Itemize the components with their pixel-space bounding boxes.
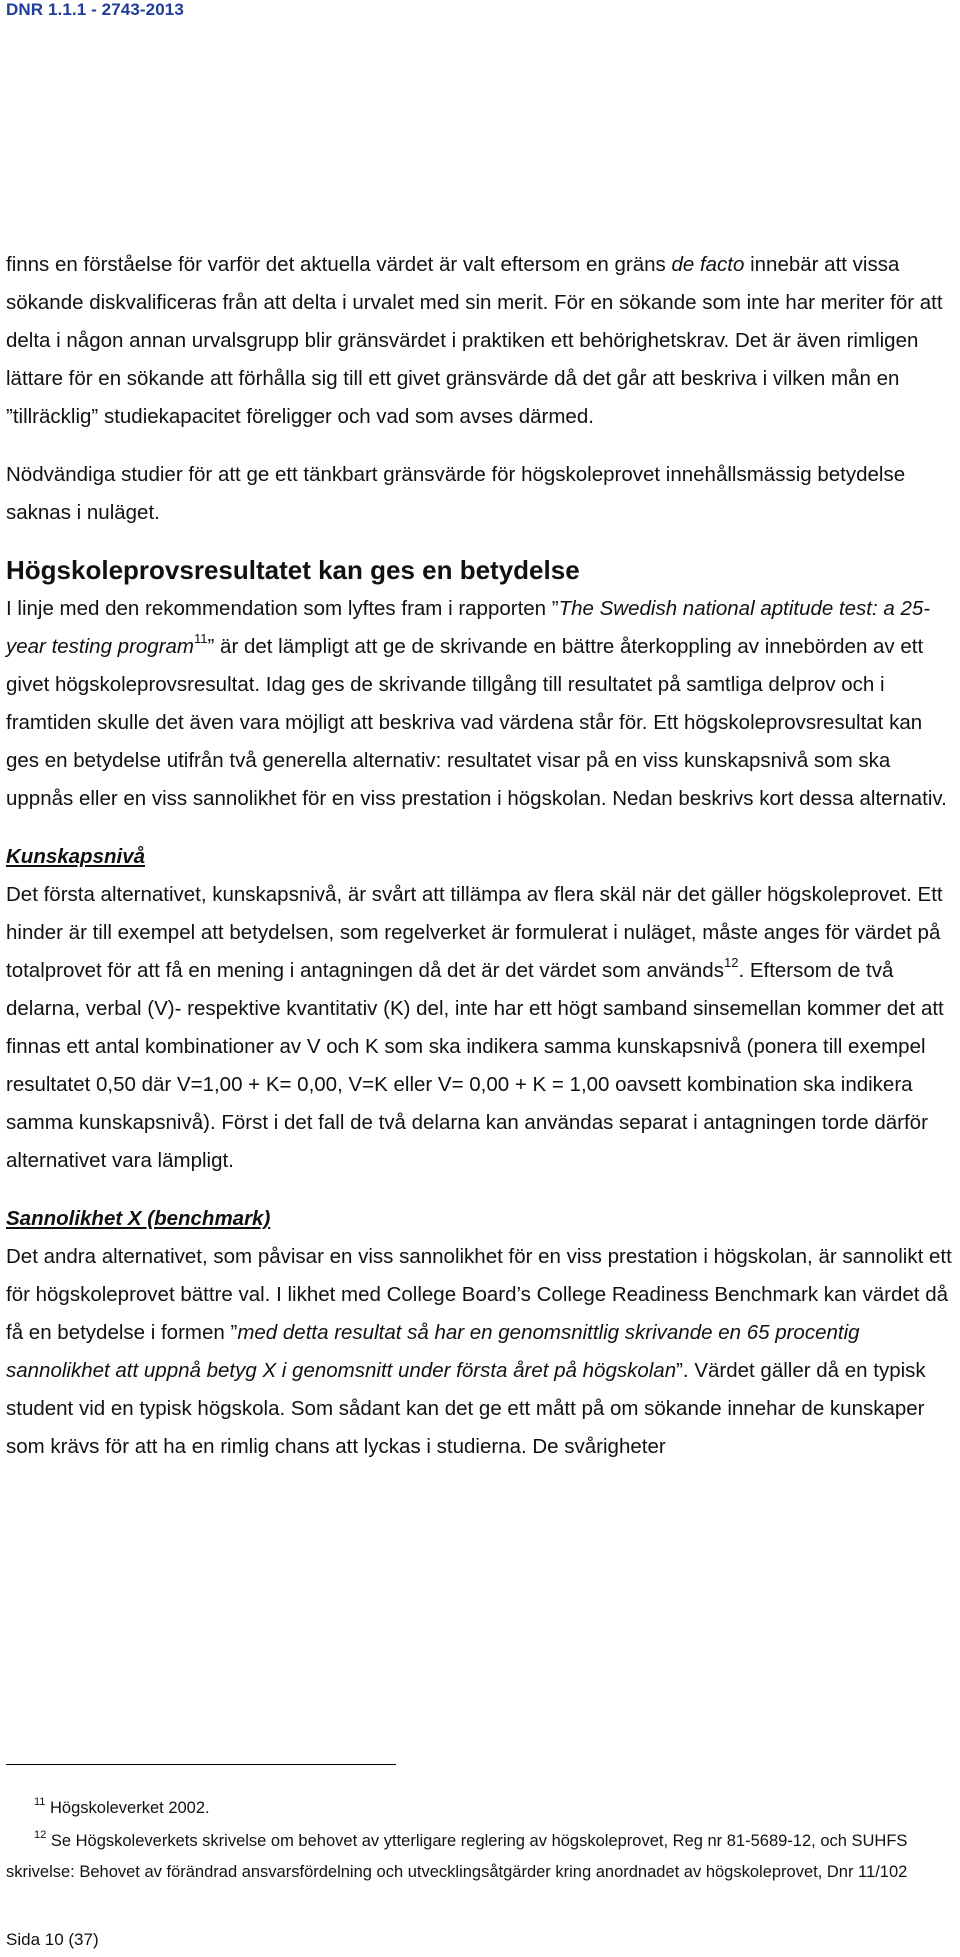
footnote-text: Se Högskoleverkets skrivelse om behovet av ytterligare reglering av högskoleprovet, Reg nr 81-5689-12, och SUHFS skrivelse: Behovet av förändrad ansvarsfördelning och utvecklingsåtgärder kring anordnadet av högskoleprovet, Dnr 11/102 — [6, 1832, 908, 1881]
text-run: Det andra alternativet, som påvisar en viss sannolikhet för en viss prestation i högskolan, är sannolikt ett för högskoleprovet bättre val. I likhet med College Board’s College Readiness Benchmark kan värdet då få en betydelse i formen ” — [6, 1245, 952, 1344]
subheading-text: Sannolikhet X (benchmark) — [6, 1207, 271, 1230]
subheading-kunskapsniva — [6, 838, 954, 876]
footnote-ref-11[interactable]: 11 — [194, 631, 208, 646]
subheading-sannolikhet — [6, 1200, 954, 1238]
paragraph-intro — [6, 246, 954, 436]
footnote-11 — [6, 1793, 954, 1824]
footnote-text: Högskoleverket 2002. — [50, 1799, 210, 1817]
page-number: Sida 10 (37) — [6, 1930, 99, 1949]
footnote-12 — [6, 1826, 954, 1888]
paragraph-kunskapsniva — [6, 876, 954, 1180]
text-run: ” är det lämpligt att ge de skrivande en bättre återkoppling av innebörden av ett givet högskoleprovsresultat. Idag ges de skrivande tillgång till resultatet på samtliga delprov och i framtiden skulle det även vara möjligt att beskriva vad värdena står för. Ett högskoleprovsresultat kan ges en betydelse utifrån två generella alternativ: resultatet visar på en viss kunskapsnivå som ska uppnås eller en viss sannolikhet för en viss prestation i högskolan. Nedan beskrivs kort dessa alternativ. — [6, 635, 947, 810]
text-run: innebär att vissa sökande diskvalificeras från att delta i urvalet med sin merit. För en sökande som inte har meriter för att delta i någon annan urvalsgrupp blir gränsvärdet i praktiken ett behörighetskrav. Det är även rimligen lättare för en sökande att förhålla sig till ett givet gränsvärde då det går att beskriva i vilken mån en ”tillräcklig” studiekapacitet föreligger och vad som avses därmed. — [6, 253, 943, 428]
italic-run: de facto — [671, 253, 745, 276]
text-run: ”. Värdet gäller då en typisk student vid en typisk högskola. Som sådant kan det ge ett mått på om sökande innehar de kunskaper som krävs för att ha en rimlig chans att lyckas i studierna. De svårigheter — [6, 1359, 926, 1458]
paragraph-recommendation — [6, 590, 954, 818]
footnotes — [6, 1793, 954, 1888]
italic-run: med detta resultat så har en genomsnittlig skrivande en 65 procentig sannolikhet att uppnå betyg X i genomsnitt under första året på högskolan — [6, 1321, 860, 1382]
body-content — [6, 246, 954, 1466]
text-run: . Eftersom de två delarna, verbal (V)- respektive kvantitativ (K) del, inte har ett högt samband sinsemellan kommer det att finnas ett antal kombinationer av V och K som ska indikera samma kunskapsnivå (ponera till exempel resultatet 0,50 där V=1,00 + K= 0,00, V=K eller V= 0,00 + K = 1,00 oavsett kombination ska indikera samma kunskapsnivå). Först i det fall de två delarna kan användas separat i antagningen torde därför alternativet vara lämpligt. — [6, 959, 944, 1172]
text-run: I linje med den rekommendation som lyftes fram i rapporten ” — [6, 597, 559, 620]
footnote-ref-12[interactable]: 12 — [723, 955, 739, 970]
text-run: Det första alternativet, kunskapsnivå, är svårt att tillämpa av flera skäl när det gäller högskoleprovet. Ett hinder är till exempel att betydelsen, som regelverket är formulerat i nuläget, måste anges för värdet på totalprovet för att få en mening i antagningen då det är det värdet som används — [6, 883, 943, 982]
paragraph-sannolikhet — [6, 1238, 954, 1466]
footnote-number: 12 — [34, 1829, 47, 1841]
document-number-header: DNR 1.1.1 - 2743-2013 — [6, 0, 184, 19]
footnote-number: 11 — [34, 1796, 46, 1808]
section-heading: Högskoleprovsresultatet kan ges en betydelse — [6, 555, 580, 585]
subheading-text: Kunskapsnivå — [6, 845, 145, 868]
paragraph-studies: Nödvändiga studier för att ge ett tänkbart gränsvärde för högskoleprovet innehållsmässig betydelse saknas i nuläget. — [6, 463, 906, 524]
italic-run: The Swedish national aptitude test: a 25-year testing program — [6, 597, 931, 658]
footnote-divider — [6, 1764, 396, 1765]
text-run: finns en förståelse för varför det aktuella värdet är valt eftersom en gräns — [6, 253, 672, 276]
